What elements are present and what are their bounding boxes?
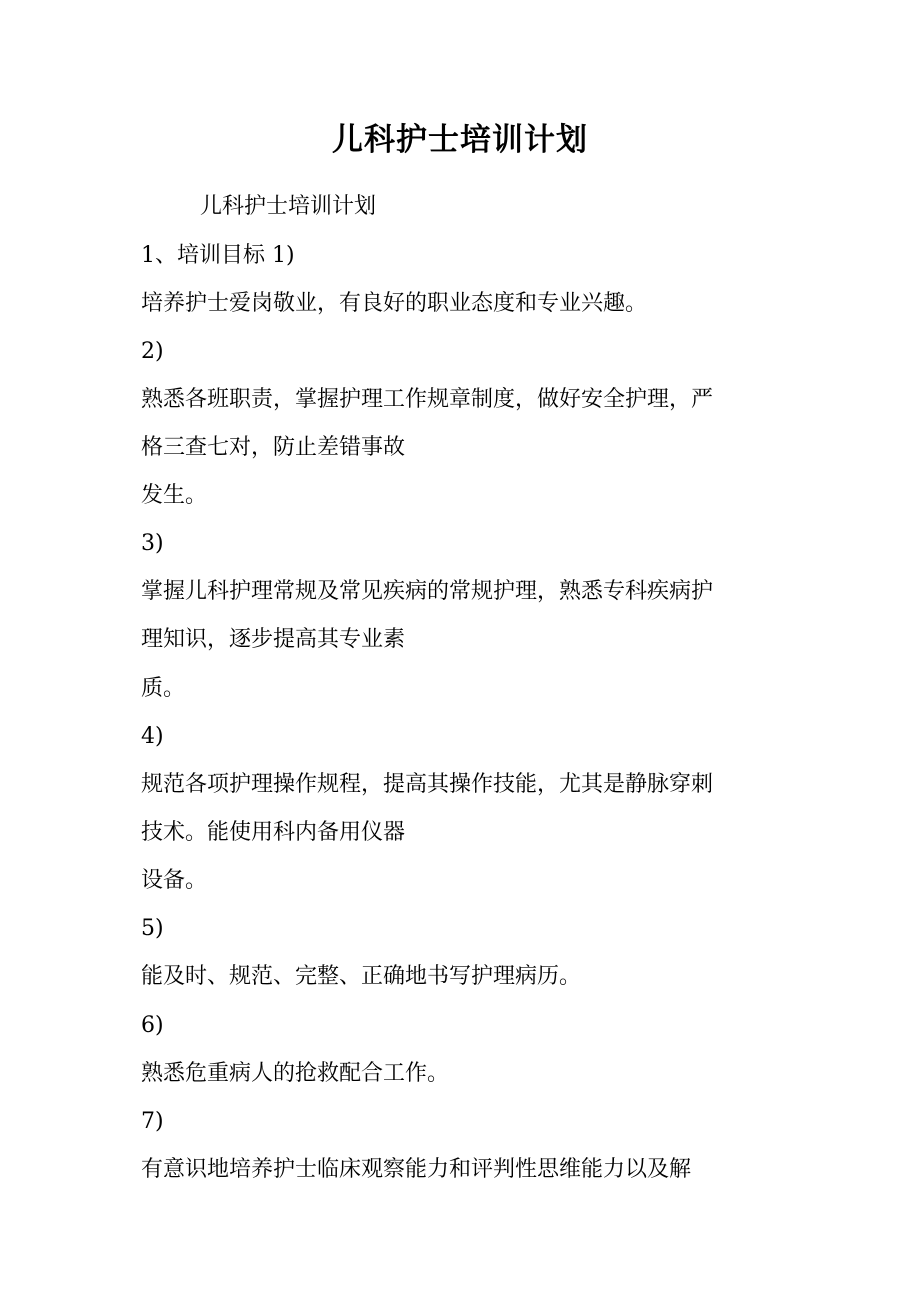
paragraph-line: 2) — [141, 339, 164, 364]
paragraph-line: 发生。 — [141, 483, 208, 508]
paragraph-line: 设备。 — [141, 868, 208, 893]
paragraph-line: 规范各项护理操作规程，提高其操作技能，尤其是静脉穿刺 — [141, 772, 714, 797]
paragraph-line: 6) — [141, 1013, 164, 1038]
paragraph-line: 技术。能使用科内备用仪器 — [141, 820, 406, 845]
paragraph-line: 理知识，逐步提高其专业素 — [141, 627, 406, 652]
paragraph-line: 能及时、规范、完整、正确地书写护理病历。 — [141, 964, 582, 989]
document-subtitle: 儿科护士培训计划 — [200, 194, 377, 219]
paragraph-line: 3) — [141, 531, 164, 556]
paragraph-line: 7) — [141, 1109, 164, 1134]
paragraph-line: 1、培训目标 1) — [141, 243, 295, 268]
paragraph-line: 4) — [141, 724, 164, 749]
paragraph-line: 熟悉各班职责，掌握护理工作规章制度，做好安全护理，严 — [141, 387, 714, 412]
paragraph-line: 培养护士爱岗敬业，有良好的职业态度和专业兴趣。 — [141, 291, 648, 316]
paragraph-line: 质。 — [141, 676, 186, 701]
paragraph-line: 5) — [141, 916, 164, 941]
paragraph-line: 熟悉危重病人的抢救配合工作。 — [141, 1061, 450, 1086]
paragraph-line: 掌握儿科护理常规及常见疾病的常规护理，熟悉专科疾病护 — [141, 579, 714, 604]
paragraph-line: 格三查七对，防止差错事故 — [141, 435, 406, 460]
document-title: 儿科护士培训计划 — [332, 122, 588, 158]
paragraph-line: 有意识地培养护士临床观察能力和评判性思维能力以及解 — [141, 1157, 692, 1182]
